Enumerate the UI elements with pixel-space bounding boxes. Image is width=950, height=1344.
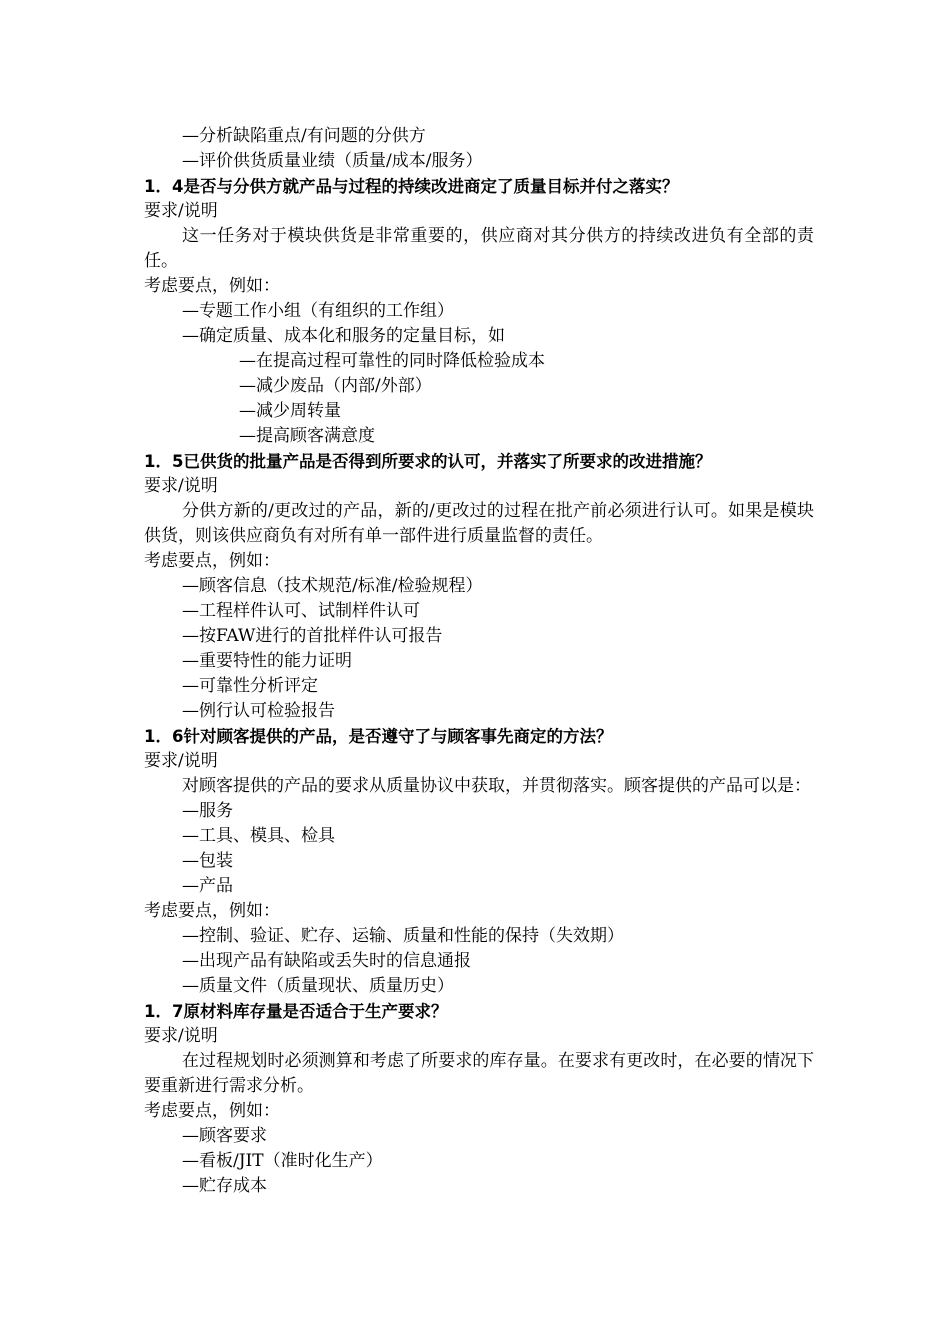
question-heading-1-4: 1．4是否与分供方就产品与过程的持续改进商定了质量目标并付之落实？	[144, 177, 679, 196]
list-item: —顾客信息（技术规范/标准/检验规程）	[182, 576, 483, 596]
requirement-label: 要求/说明	[144, 1026, 218, 1046]
requirement-paragraph: 对顾客提供的产品的要求从质量协议中获取，并贯彻落实。顾客提供的产品可以是：	[182, 776, 811, 796]
question-heading-1-6: 1．6针对顾客提供的产品，是否遵守了与顾客事先商定的方法？	[144, 727, 613, 746]
requirement-paragraph: 这一任务对于模块供货是非常重要的，供应商对其分供方的持续改进负有全部的责任。	[144, 226, 814, 271]
question-heading-1-7: 1．7原材料库存量是否适合于生产要求？	[144, 1002, 448, 1021]
points-label: 考虑要点，例如：	[144, 551, 280, 571]
list-item: —工程样件认可、试制样件认可	[182, 601, 420, 621]
requirement-paragraph: 分供方新的/更改过的产品，新的/更改过的过程在批产前必须进行认可。如果是模块供货，则该供应商负有对所有单一部件进行质量监督的责任。	[144, 501, 814, 546]
list-item: —看板/JIT（准时化生产）	[182, 1151, 383, 1171]
list-item: —顾客要求	[182, 1126, 267, 1146]
requirement-label: 要求/说明	[144, 476, 218, 496]
list-item: —服务	[182, 801, 233, 821]
list-item: —质量文件（质量现状、质量历史）	[182, 976, 454, 996]
list-item: —贮存成本	[182, 1176, 267, 1196]
list-item: —出现产品有缺陷或丢失时的信息通报	[182, 951, 471, 971]
list-item: —分析缺陷重点/有问题的分供方	[182, 126, 426, 146]
requirement-label: 要求/说明	[144, 751, 218, 771]
document-body	[144, 124, 814, 1199]
list-item: —减少周转量	[239, 401, 341, 421]
points-label: 考虑要点，例如：	[144, 901, 280, 921]
list-item: —专题工作小组（有组织的工作组）	[182, 301, 454, 321]
list-item: —可靠性分析评定	[182, 676, 318, 696]
list-item: —例行认可检验报告	[182, 701, 335, 721]
list-item: —评价供货质量业绩（质量/成本/服务）	[182, 151, 483, 171]
list-item: —产品	[182, 876, 233, 896]
list-item: —在提高过程可靠性的同时降低检验成本	[239, 351, 545, 371]
list-item: —包装	[182, 851, 233, 871]
list-item: —确定质量、成本化和服务的定量目标，如	[182, 326, 505, 346]
requirement-label: 要求/说明	[144, 201, 218, 221]
requirement-paragraph: 在过程规划时必须测算和考虑了所要求的库存量。在要求有更改时，在必要的情况下要重新进行需求分析。	[144, 1051, 814, 1096]
list-item: —工具、模具、检具	[182, 826, 335, 846]
question-heading-1-5: 1．5已供货的批量产品是否得到所要求的认可，并落实了所要求的改进措施？	[144, 452, 712, 471]
list-item: —按FAW进行的首批样件认可报告	[182, 626, 443, 646]
list-item: —控制、验证、贮存、运输、质量和性能的保持（失效期）	[182, 926, 624, 946]
points-label: 考虑要点，例如：	[144, 276, 280, 296]
points-label: 考虑要点，例如：	[144, 1101, 280, 1121]
list-item: —重要特性的能力证明	[182, 651, 352, 671]
list-item: —提高顾客满意度	[239, 426, 375, 446]
list-item: —减少废品（内部/外部）	[239, 376, 432, 396]
